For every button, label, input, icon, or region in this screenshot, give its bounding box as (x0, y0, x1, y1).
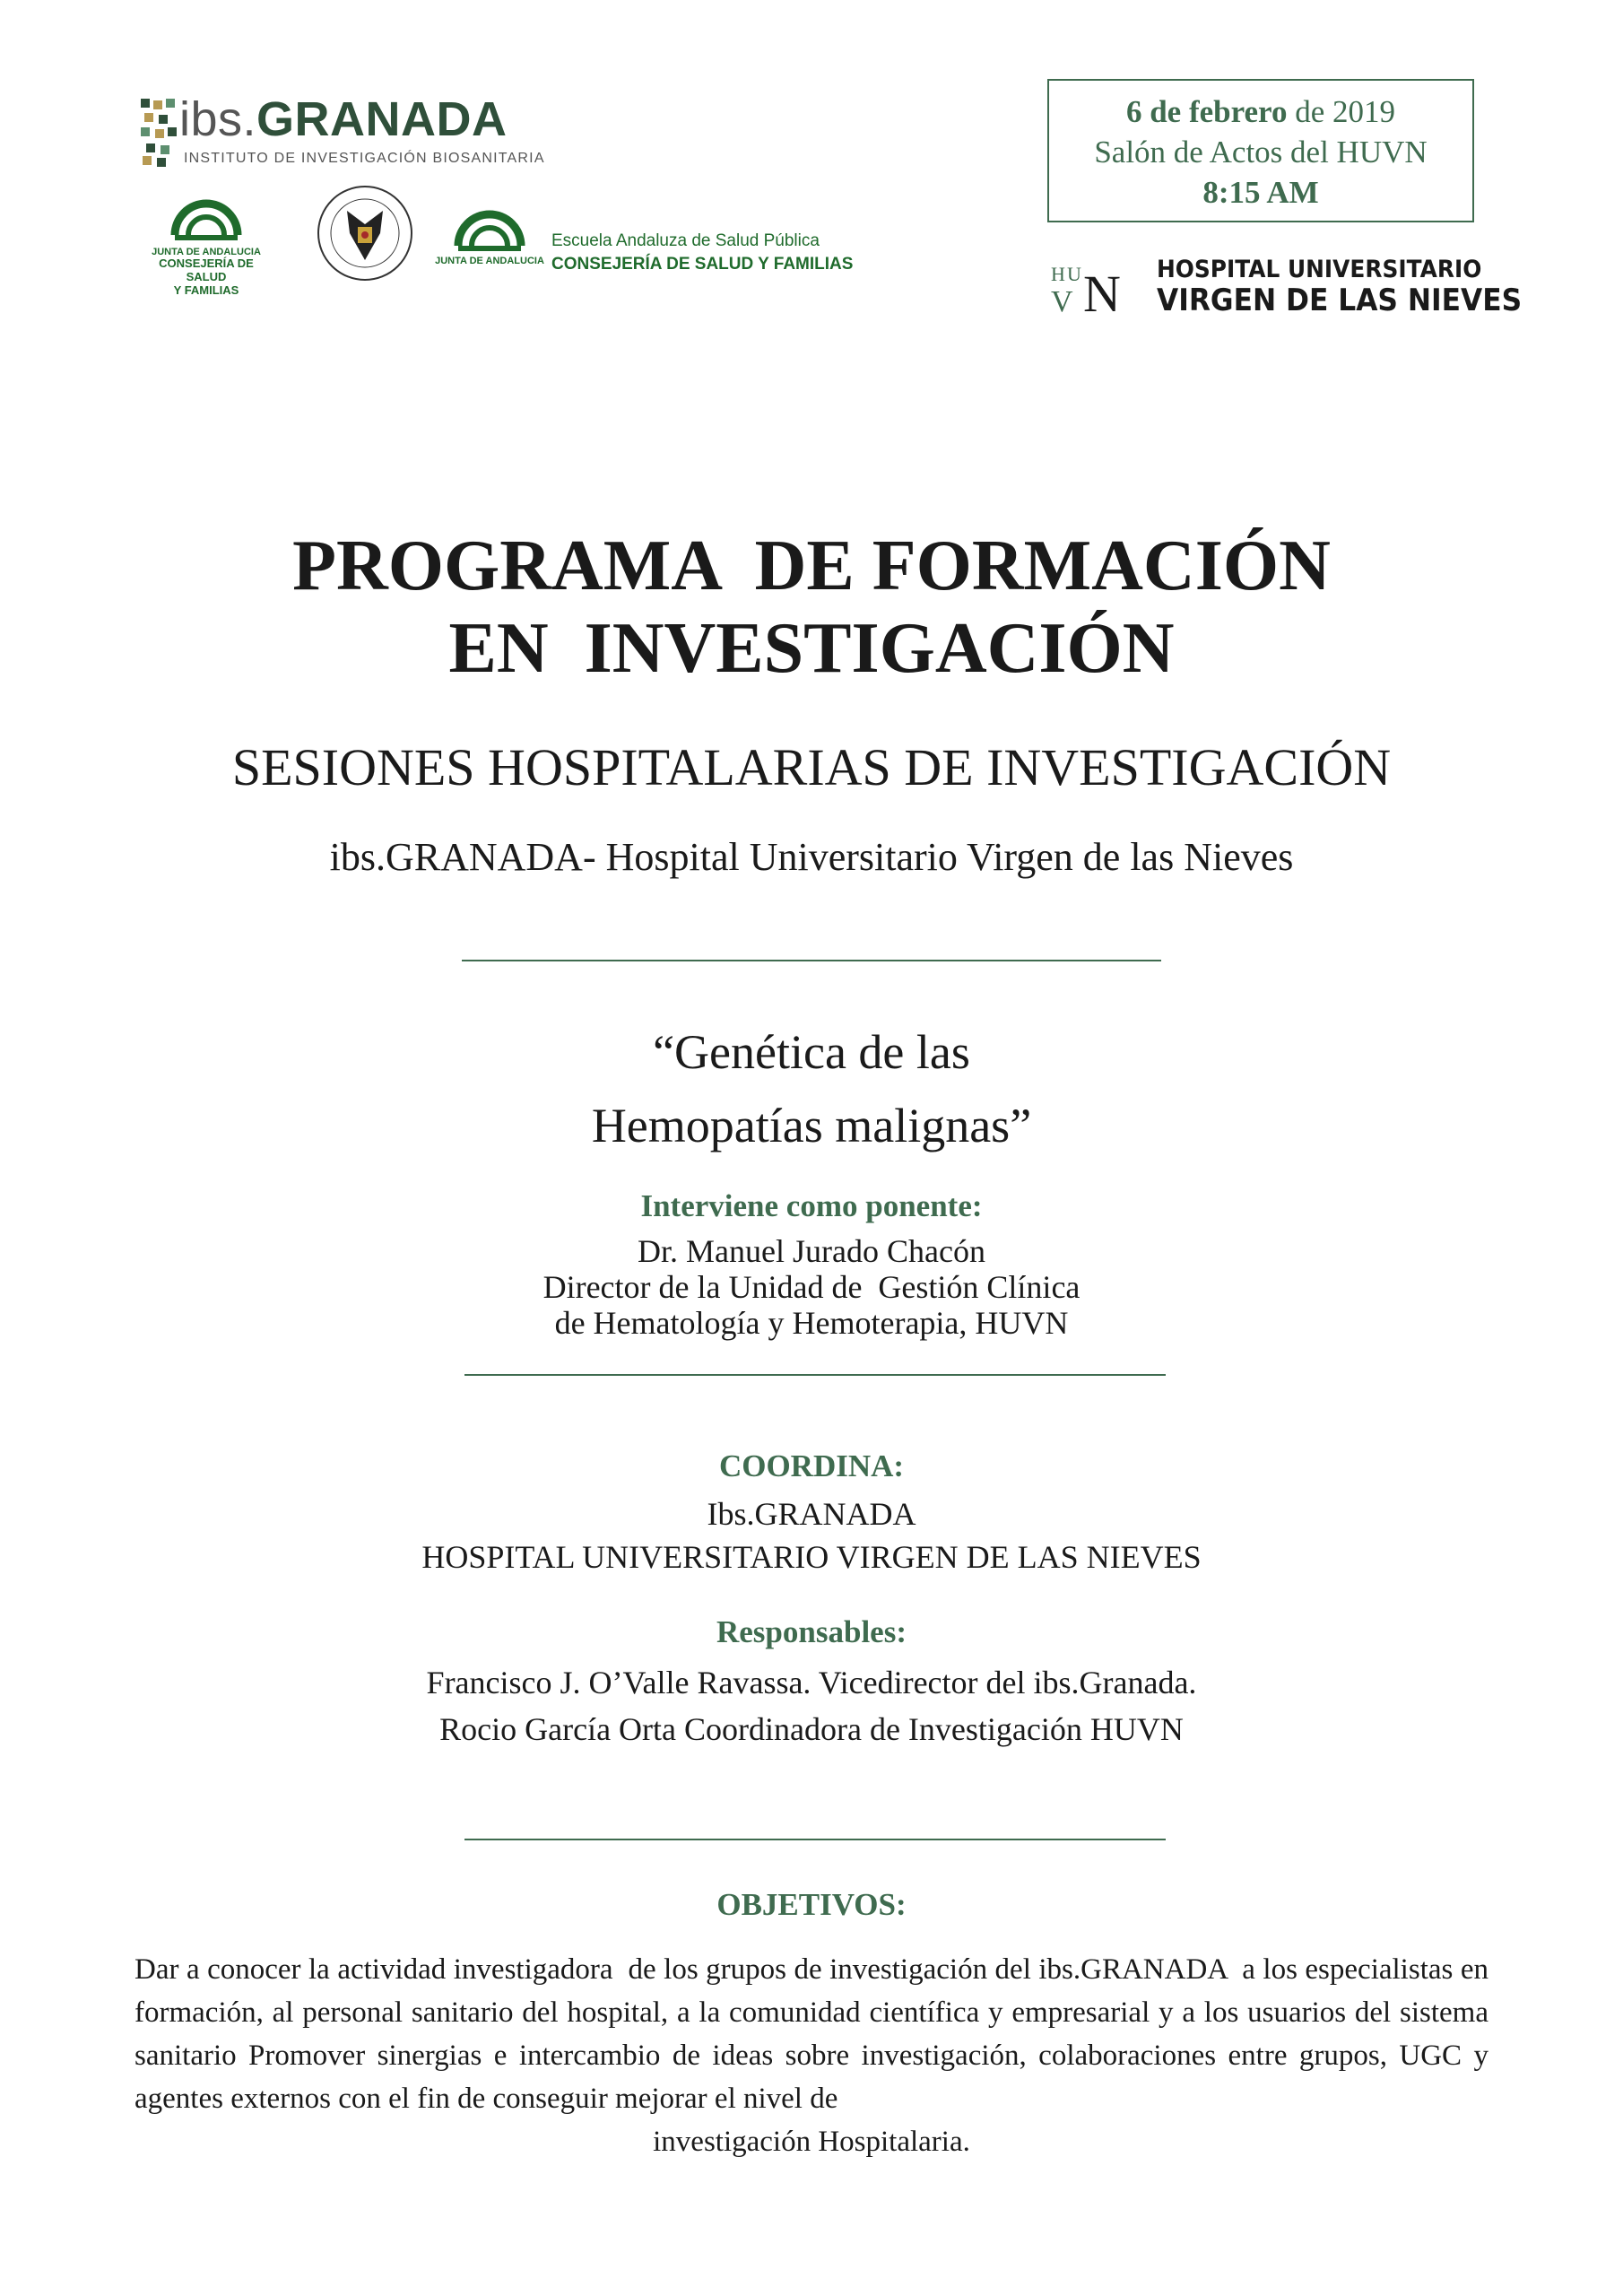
speaker-name: Dr. Manuel Jurado Chacón (638, 1233, 985, 1269)
huvn-hospital-name (1157, 255, 1522, 316)
speaker-block (0, 1233, 1623, 1341)
speaker-role-1: Director de la Unidad de Gestión Clínica (542, 1269, 1081, 1305)
coordina-heading: COORDINA: (718, 1448, 905, 1483)
ibs-granada-brand (179, 91, 508, 147)
sessions-subtitle: SESIONES HOSPITALARIAS DE INVESTIGACIÓN (231, 738, 1392, 796)
junta-sub-line1: CONSEJERÍA DE SALUD (159, 257, 254, 283)
svg-text:V: V (1051, 285, 1073, 318)
event-time: 8:15 AM (1202, 175, 1319, 210)
event-info-box (1047, 79, 1474, 222)
program-title (0, 525, 1623, 690)
responsables-heading: Responsables: (716, 1614, 907, 1649)
objetivos-body: Dar a conocer la actividad investigadora de los grupos de investigación del ibs.GRANADA a los especialistas en formación, al personal sanitario del hospital, a la comunidad científica y empresarial y a los usuarios del sistema sanitario Promover sinergias e intercambio de ideas sobre investigación, colaboraciones entre grupos, UGC y agentes externos con el fin de conseguir mejorar el nivel de (135, 1953, 1504, 2115)
speaker-heading: Interviene como ponente: (640, 1188, 983, 1223)
easp-name: Escuela Andaluza de Salud Pública (551, 231, 820, 250)
event-date-year: de 2019 (1287, 94, 1396, 129)
program-title-line1: PROGRAMA DE FORMACIÓN (292, 526, 1331, 605)
junta-label: JUNTA DE ANDALUCIA (152, 247, 261, 257)
objetivos-heading: OBJETIVOS: (716, 1887, 907, 1922)
objetivos-last-line: investigación Hospitalaria. (653, 2126, 970, 2158)
event-date-bold: 6 de febrero (1125, 94, 1288, 129)
easp-consejeria: CONSEJERÍA DE SALUD Y FAMILIAS (551, 255, 854, 274)
coordina-hospital: HOSPITAL UNIVERSITARIO VIRGEN DE LAS NIEVES (421, 1539, 1202, 1575)
talk-title (0, 1015, 1623, 1162)
ibs-brand-name: GRANADA (256, 92, 508, 146)
responsables-block (0, 1659, 1623, 1752)
svg-text:H: H (1051, 263, 1065, 285)
huvn-line1: HOSPITAL UNIVERSITARIO (1157, 256, 1482, 283)
svg-text:N: N (1083, 265, 1121, 318)
event-place: Salón de Actos del HUVN (1094, 135, 1428, 170)
responsable-2: Rocio García Orta Coordinadora de Investigación HUVN (439, 1711, 1184, 1747)
junta-sub-line2: Y FAMILIAS (173, 283, 239, 297)
coordina-ibs: Ibs.GRANADA (707, 1496, 916, 1532)
ibs-brand-prefix: ibs. (179, 92, 257, 146)
ibs-subtitle: INSTITUTO DE INVESTIGACIÓN BIOSANITARIA (184, 151, 545, 166)
junta-andalucia-logo-consejeria (139, 179, 273, 298)
huvn-line2: VIRGEN DE LAS NIEVES (1157, 283, 1523, 318)
junta-andalucia-logo-icon (435, 197, 544, 251)
objetivos-text (135, 1948, 1504, 2163)
divider-1 (462, 960, 1161, 961)
event-date (1049, 91, 1472, 132)
divider-2 (464, 1374, 1166, 1376)
speaker-role-2: de Hematología y Hemoterapia, HUVN (554, 1305, 1069, 1341)
ibs-granada-logo-icon (139, 97, 178, 167)
responsable-1: Francisco J. O’Valle Ravassa. Vicedirector del ibs.Granada. (426, 1665, 1197, 1700)
junta-andalucia-logo-icon (139, 179, 273, 242)
university-granada-seal-icon (316, 184, 414, 283)
huvn-monogram-icon (1049, 256, 1134, 318)
program-title-line2: EN INVESTIGACIÓN (448, 609, 1175, 688)
junta-label-2: JUNTA DE ANDALUCIA (435, 256, 544, 266)
divider-3 (464, 1839, 1166, 1840)
coordina-block (0, 1492, 1623, 1578)
talk-title-line1: “Genética de las (653, 1025, 970, 1079)
talk-title-line2: Hemopatías malignas” (591, 1099, 1032, 1152)
institutions-line: ibs.GRANADA- Hospital Universitario Virgen de las Nieves (329, 835, 1294, 879)
svg-text:U: U (1067, 263, 1081, 285)
junta-andalucia-logo-easp (435, 197, 544, 266)
